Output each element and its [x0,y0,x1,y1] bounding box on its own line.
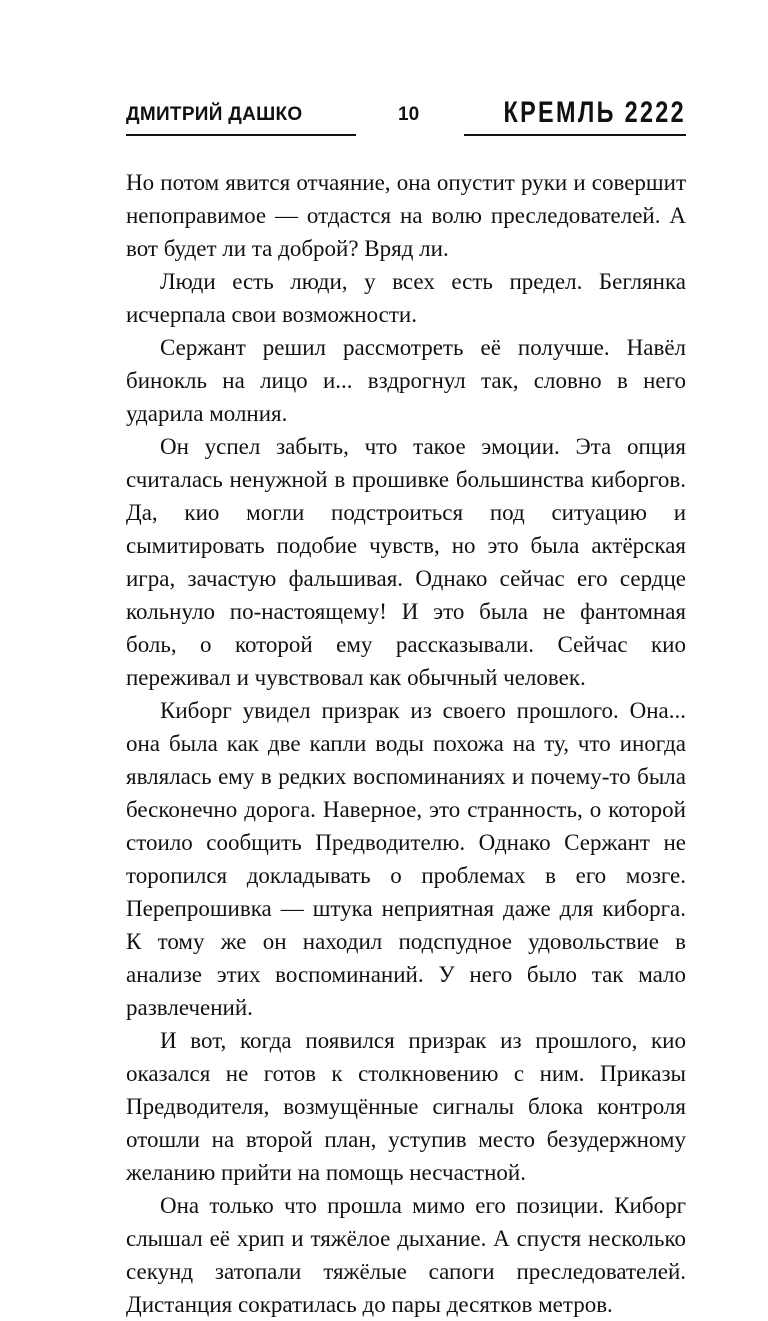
author-name: ДМИТРИЙ ДАШКО [126,104,303,125]
page-number: 10 [398,104,420,125]
paragraph: Люди есть люди, у всех есть предел. Беглянка исчерпала свои возможности. [126,269,686,327]
paragraph: И вот, когда появился призрак из прошлого, кио оказался не готов к столкновению с ним. Приказы Предводителя, возмущённые сигналы блока контроля отошли на второй план, уступив место безудержному желанию прийти на помощь несчастной. [126,1028,686,1185]
paragraph: Он успел забыть, что такое эмоции. Эта опция считалась ненужной в прошивке большинства киборгов. Да, кио могли подстроиться под ситуацию и сымитировать подобие чувств, но это была актёрская игра, зачастую фальшивая. Однако сейчас его сердце кольнуло по-настоящему! И это была не фантомная боль, о которой ему рассказывали. Сейчас кио переживал и чувствовал как обычный человек. [126,434,686,690]
paragraph: Она только что прошла мимо его позиции. Киборг слышал её хрип и тяжёлое дыхание. А спустя несколько секунд затопали тяжёлые сапоги преследователей. Дистанция сократилась до пары десятков метров. [126,1193,686,1317]
running-header [126,96,686,140]
paragraph: Сержант решил рассмотреть её получше. Навёл бинокль на лицо и... вздрогнул так, словно в него ударила молния. [126,335,686,426]
header-rule-right [464,134,686,136]
paragraph: Киборг увидел призрак из своего прошлого. Она... она была как две капли воды похожа на ту, что иногда являлась ему в редких воспоминаниях и почему-то была бесконечно дорога. Наверное, это странность, о которой стоило сообщить Предводителю. Однако Сержант не торопился докладывать о проблемах в его мозге. Перепрошивка — штука неприятная даже для киборга. К тому же он находил подспудное удовольствие в анализе этих воспоминаний. У него было так мало развлечений. [126,698,686,1020]
book-title: КРЕМЛЬ 2222 [503,96,686,129]
header-rule-left [126,134,356,136]
body-text [126,166,686,1321]
paragraph: Но потом явится отчаяние, она опустит руки и совершит непоправимое — отдастся на волю преследователей. А вот будет ли та доброй? Вряд ли. [126,170,686,261]
